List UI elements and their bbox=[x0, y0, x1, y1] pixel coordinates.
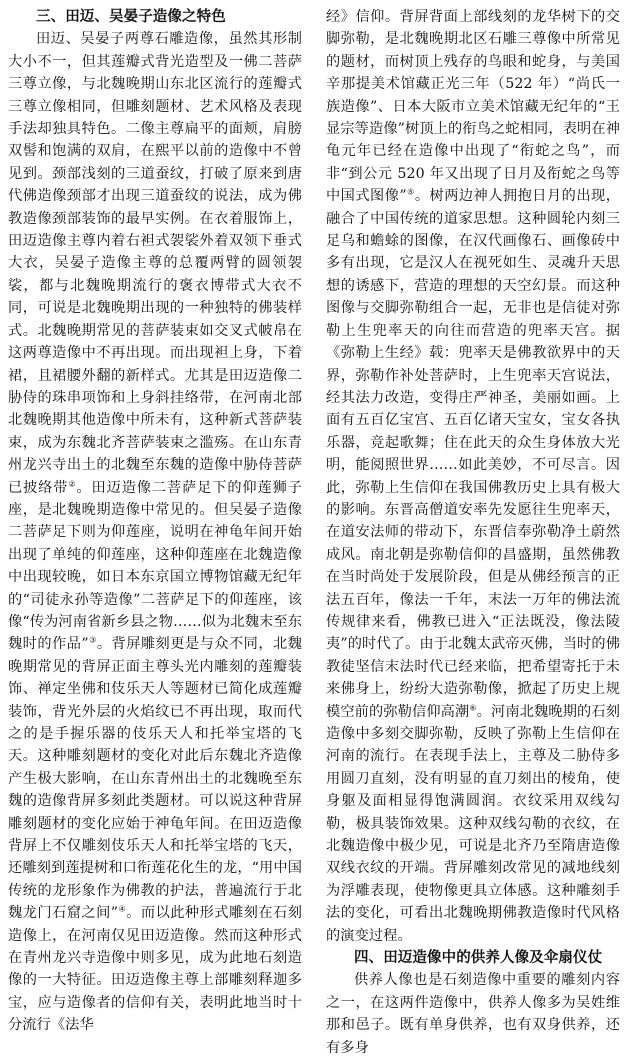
right-paragraph-2 bbox=[326, 969, 620, 1059]
footnote-ref-4: ④ bbox=[118, 904, 127, 914]
text-run: 田迈、吴晏子两尊石雕造像，虽然其形制大小不一，但其莲瓣式背光造型及一佛二菩萨三尊立像，与北魏晚期山东北区流行的莲瓣式三尊立像相同，但雕刻题材、艺术风格及表现手法却独具特色。二像主尊扁平的面颊，肩膀双髻和饱满的双肩，在熙平以前的造像中不曾见到。颈部浅刻的三道蚕纹，打破了原来到唐代佛造像颈部才出现三道蚕纹的说法，成为佛教造像颈部装饰的最早实例。在衣着服饰上，田迈造像主尊内着右袒式袈裟外着双领下垂式大衣，吴晏子造像主尊的总覆两臂的圆领袈裟，都与北魏晚期流行的褒衣博带式大衣不同，可说是北魏晚期出现的一种独特的佛装样式。北魏晚期常见的菩萨装束如交叉式帔帛在这两尊造像中不再出现。而出现袒上身，下着裙，且裙腰外翻的新样式。尤其是田迈造像二胁侍的珠串项饰和上身斜挂络带，在河南北部北魏晚期其他造像中所未有，这种新式菩萨装束，成为东魏北齐菩萨装束之滥殇。在山东青州龙兴寺出土的北魏至东魏的造像中胁侍菩萨已披络带 bbox=[8, 31, 302, 496]
left-paragraph-1 bbox=[8, 28, 302, 1036]
footnote-ref-3: ③ bbox=[88, 635, 97, 645]
text-run: 。而以此种形式雕刻在石刻造像上，在河南仅见田迈造像。然而这种形式在青州龙兴寺造像中则多见，成为此地石刻造像的一大特征。田迈造像主尊上部雕刻释迦多宝，应与造像者的信仰有关，表明此地当时十分流行《法华 bbox=[8, 905, 302, 1034]
footnote-ref-2: ② bbox=[68, 478, 77, 488]
text-run: 。背屏雕刻更是与众不同，北魏晚期常见的背屏正面主尊头光内雕刻的莲瓣装饰、禅定坐佛和伎乐天人等题材已简化成莲瓣装饰，背光外层的火焰纹已不再出现，取而代之的是手握乐器的伎乐天人和托举宝塔的飞天。这种雕刻题材的变化对此后东魏北齐造像产生极大影响，在山东青州出土的北魏晚至东魏的造像背屏多刻此类题材。可以说这种背屏雕刻题材的变化应始于神龟年间。在田迈造像背屏上不仅雕刻伎乐天人和托举宝塔的飞天，还雕刻到莲提树和口衔莲花化生的龙，“用中国传统的龙形象作为佛教的护法，普遍流行于北魏龙门石窟之间” bbox=[8, 636, 302, 922]
left-column bbox=[8, 6, 302, 1037]
section-heading-3: 三、田迈、吴晏子造像之特色 bbox=[36, 9, 226, 25]
section-heading-4: 四、田迈造像中的供养人像及伞扇仪仗 bbox=[354, 950, 603, 967]
footnote-ref-6: ⑥ bbox=[469, 702, 477, 712]
footnote-ref-5: ⑤ bbox=[406, 187, 415, 197]
text-run: 。田迈造像二菩萨足下的仰莲狮子座，是北魏晚期造像中常见的。但吴晏子造像二菩萨足下则为仰莲座，说明在神龟年间开始出现了单纯的仰莲座，这种仰莲座在北魏造像中出现较晚，如日本东京国立博物馆藏无纪年的“司徒永孙等造像”二菩萨足下的仰莲座，该像“传为河南省新乡县之物……似为北魏末至东魏时的作品” bbox=[8, 479, 302, 653]
text-run: 经》信仰。背屏背面上部线刻的龙华树下的交脚弥勒，是北魏晚期北区石雕三尊像中所常见的题材，而树顶上残存的鸟眼和蛇身，与美国辛那提美术馆藏正光三年（522 年）“尚氏一族造像”、日本大阪市立美术馆藏无纪年的“王显宗等造像”树顶上的衔鸟之蛇相同，表明在神龟元年已经在造像中出现了“衔蛇之鸟”，而非“到公元 520 年又出现了日月及衔蛇之鸟等中国式图像” bbox=[326, 9, 620, 205]
right-column bbox=[326, 6, 620, 1059]
right-paragraph-continued bbox=[326, 6, 620, 947]
text-run: 供养人像也是石刻造像中重要的雕刻内容之一，在这两件造像中，供养人像多为吴姓维那和邑子。既有单身供养，也有双身供养，还有多身 bbox=[326, 972, 620, 1056]
text-run: 。河南北魏晚期的石刻造像中多刻交脚弥勒，反映了弥勒上生信仰在河南的流行。在表现手法上，主尊及二胁侍多用圆刀直刻，没有明显的直刀刻出的棱角，使身躯及面相显得饱满圆润。衣纹采用双线勾勒，极具装饰效果。这种双线勾勒的衣纹，在北魏造像中极少见，可说是北齐乃至隋唐造像双线衣纹的开端。背屏雕刻改常见的减地线刻为浮雕表现，使物像更具立体感。这种雕刻手法的变化，可看出北魏晚期佛教造像时代风格的演变过程。 bbox=[326, 703, 620, 944]
text-run: 。树两边神人拥抱日月的出现，融合了中国传统的道家思想。这种圆轮内刻三足乌和蟾蜍的图像，在汉代画像石、画像砖中多有出现，它是汉人在视死如生、灵魂升天思想的诱感下，营造的理想的天空幻景。而这种图像与交脚弥勒组合一起，无非也是信徒对弥勒上生兜率天的向往而营造的兜率天宫。据《弥勒上生经》载：兜率天是佛教欲界中的天界，弥勒作补处菩萨时，上生兜率天宫说法，经其法力改造，变得庄严神圣，美丽如画。上面有五百亿宝宫、五百亿诸天宝女，宝女各执乐器，竞起歌舞；住在此天的众生身体放大光明，能阅照世界……如此美妙，不可尽言。因此，弥勒上生信仰在我国佛教历史上具有极大的影响。东晋高僧道安率先发愿往生兜率天，在道安法师的带动下，东晋信奉弥勒净土蔚然成风。南北朝是弥勒信仰的昌盛期，虽然佛教在当时尚处于发展阶段，但是从佛经预言的正法五百年，像法一千年，末法一万年的佛法流传规律来看，佛教已进入“正法既没，像法陵夷”的时代了。由于北魏太武帝灭佛，当时的佛教徒坚信末法时代已经来临，把希望寄托于未来佛身上，纷纷大造弥勒像，掀起了历史上规模空前的弥勒信仰高潮 bbox=[326, 188, 620, 720]
